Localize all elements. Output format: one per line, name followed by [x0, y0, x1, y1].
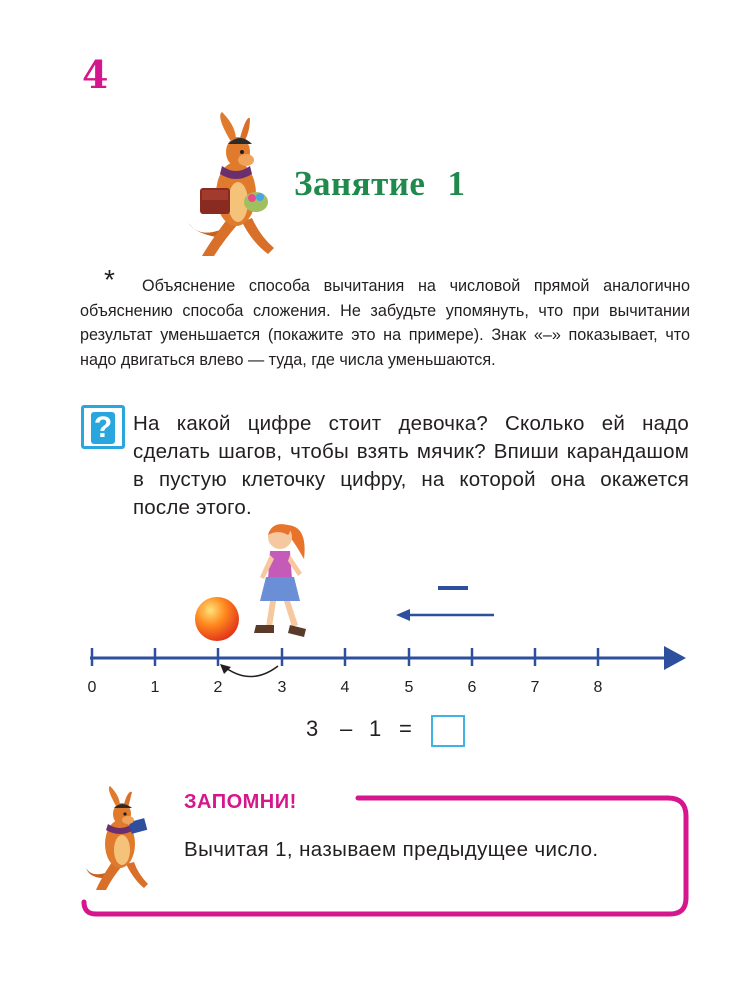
- lesson-title-word: Занятие: [294, 164, 426, 203]
- tick-label-2: 2: [213, 679, 223, 696]
- equation-equals: =: [399, 716, 412, 741]
- tick-label-5: 5: [404, 679, 414, 696]
- page-number: 4: [82, 52, 109, 97]
- lesson-title-number: 1: [447, 164, 466, 203]
- equation-left: 3: [306, 716, 319, 741]
- equation-right: 1: [369, 716, 382, 741]
- tick-label-1: 1: [150, 679, 160, 696]
- number-line-arrowhead: [664, 646, 686, 670]
- left-arrow-icon: [396, 608, 496, 622]
- tick-label-6: 6: [467, 679, 477, 696]
- lesson-title: [294, 164, 465, 204]
- remember-title: ЗАПОМНИ!: [184, 791, 297, 813]
- kangaroo-illustration: [180, 110, 280, 260]
- tick-label-7: 7: [530, 679, 540, 696]
- ball-illustration: [194, 596, 240, 642]
- equation-operator: –: [340, 716, 353, 741]
- question-icon: [81, 405, 125, 449]
- tick-label-0: 0: [87, 679, 97, 696]
- tick-label-4: 4: [340, 679, 350, 696]
- star-icon: *: [104, 264, 115, 295]
- jump-arrowhead: [220, 664, 231, 674]
- girl-illustration: [246, 519, 318, 647]
- minus-bar-icon: [438, 572, 468, 590]
- tick-label-8: 8: [593, 679, 603, 696]
- number-line: [80, 640, 690, 680]
- remember-text: Вычитая 1, называем предыдущее число.: [184, 838, 599, 861]
- question-mark: ?: [91, 412, 115, 444]
- answer-cell[interactable]: [431, 715, 465, 747]
- kangaroo-reading-illustration: [82, 786, 156, 892]
- jump-arc: [226, 666, 278, 677]
- teacher-note: Объяснение способа вычитания на числовой прямой аналогично объяснению способа сложения. Не забудьте упомянуть, что при вычитании результат уменьшается (покажите это на примере). Знак «–» показывает, что надо двигаться влево — туда, где числа уменьшаются.: [80, 277, 690, 369]
- minus-sign: [438, 572, 468, 590]
- question-text: На какой цифре стоит девочка? Сколько ей надо сделать шагов, чтобы взять мячик? Впиши карандашом в пустую клеточку цифру, на которой она окажется после этого.: [133, 412, 689, 519]
- tick-label-3: 3: [277, 679, 287, 696]
